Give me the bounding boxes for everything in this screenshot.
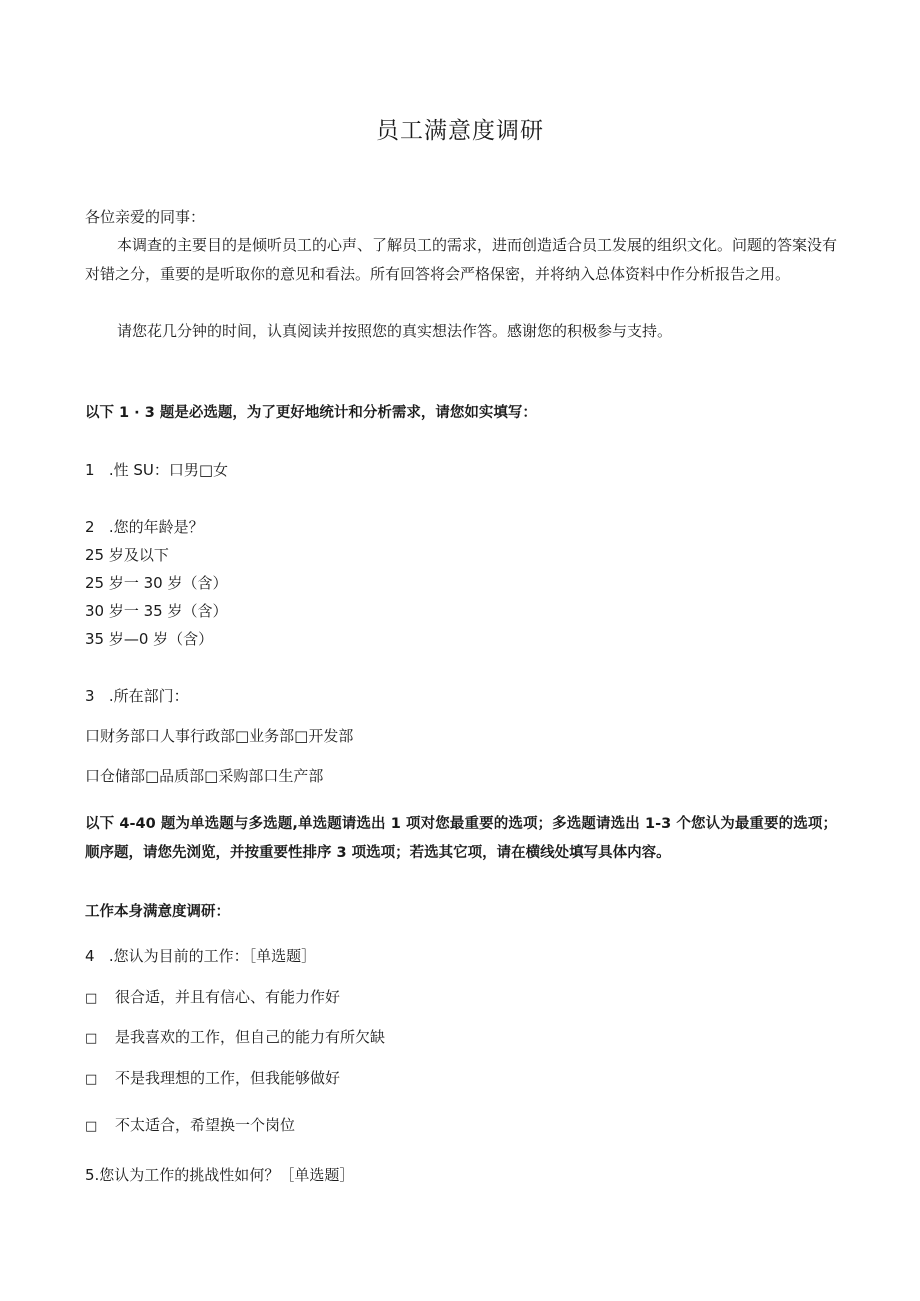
job-option-label: 很合适，并且有信心、有能力作好 (115, 988, 341, 1006)
age-option: 35 岁—0 岁（含） (85, 630, 214, 648)
age-option: 25 岁及以下 (85, 546, 169, 564)
job-option-label: 是我喜欢的工作，但自己的能力有所欠缺 (115, 1028, 386, 1046)
age-option: 30 岁一 35 岁（含） (85, 602, 228, 620)
age-option: 25 岁一 30 岁（含） (85, 574, 228, 592)
checkbox[interactable]: □ (85, 1072, 98, 1087)
question-age: 2 .您的年龄是？ (85, 518, 204, 536)
department-options-line: 口仓储部□品质部□采购部口生产部 (85, 767, 324, 785)
intro-thanks: 请您花几分钟的时间，认真阅读并按照您的真实想法作答。感谢您的积极参与支持。 (117, 322, 673, 340)
section-header-required: 以下 1 · 3 题是必选题，为了更好地统计和分析需求，请您如实填写： (85, 405, 537, 421)
section-header-choice-instructions: 以下 4-40 题为单选题与多选题,单选题请选出 1 项对您最重要的选项；多选题请选出 1-3 个您认为最重要的选项；顺序题，请您先浏览，并按重要性排序 3 项选项；若选其它项，请在横线处填写具体内容。 (85, 816, 837, 861)
question-department: 3 .所在部门： (85, 687, 189, 705)
job-option (85, 1115, 295, 1137)
department-options-line: 口财务部口人事行政部□业务部□开发部 (85, 727, 354, 745)
checkbox[interactable]: □ (85, 1119, 98, 1134)
intro-paragraph: 本调查的主要目的是倾听员工的心声、了解员工的需求，进而创造适合员工发展的组织文化。问题的答案没有对错之分，重要的是听取你的意见和看法。所有回答将会严格保密，并将纳入总体资料中作分析报告之用。 (85, 236, 838, 283)
job-option (85, 1027, 385, 1049)
job-option (85, 1068, 340, 1090)
greeting: 各位亲爱的同事： (85, 208, 206, 226)
job-option (85, 987, 340, 1009)
question-gender: 1 .性 SU：口男□女 (85, 461, 229, 479)
checkbox[interactable]: □ (85, 991, 98, 1006)
page-title: 员工满意度调研 (376, 118, 544, 144)
checkbox[interactable]: □ (85, 1031, 98, 1046)
question-job-challenge: 5.您认为工作的挑战性如何？［单选题］ (85, 1166, 355, 1184)
question-current-job: 4 .您认为目前的工作：［单选题］ (85, 947, 317, 965)
job-option-label: 不是我理想的工作，但我能够做好 (115, 1069, 341, 1087)
section-header-job-satisfaction: 工作本身满意度调研： (85, 904, 230, 920)
job-option-label: 不太适合，希望换一个岗位 (115, 1116, 296, 1134)
